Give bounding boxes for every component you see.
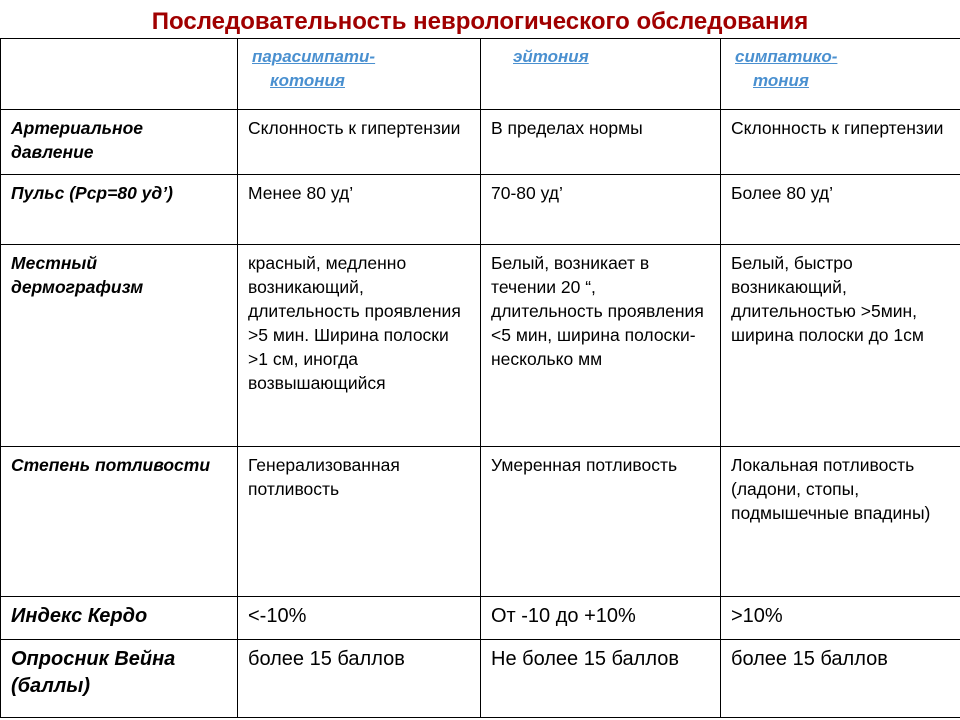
table-cell: Склонность к гипертензии [238, 110, 481, 175]
table-cell: >10% [721, 597, 960, 640]
row-label: Индекс Кердо [1, 597, 238, 640]
header-text: тония [753, 71, 809, 90]
table-cell: Менее 80 уд’ [238, 175, 481, 245]
table-row [1, 640, 960, 718]
table-cell: Белый, возникает в течении 20 “, длительность проявления <5 мин, ширина полоски- несколько мм [481, 245, 721, 447]
table-row [1, 245, 960, 447]
header-text: эйтония [513, 47, 589, 66]
table-cell: Умеренная потливость [481, 447, 721, 597]
row-label: Пульс (Рср=80 уд’) [1, 175, 238, 245]
table-cell: В пределах нормы [481, 110, 721, 175]
table-cell: Генерализованная потливость [238, 447, 481, 597]
header-row [1, 39, 960, 110]
header-text: симпатико- [735, 47, 838, 66]
table-row [1, 175, 960, 245]
header-parasympathicotonia [238, 39, 481, 110]
header-text: парасимпати- [252, 47, 376, 66]
table-cell: Локальная потливость (ладони, стопы, подмышечные впадины) [721, 447, 960, 597]
table-row [1, 447, 960, 597]
table-row [1, 597, 960, 640]
comparison-table [0, 38, 960, 718]
header-text: котония [270, 71, 345, 90]
row-label: Местный дермографизм [1, 245, 238, 447]
table-cell: более 15 баллов [238, 640, 481, 718]
row-label: Степень потливости [1, 447, 238, 597]
table-cell: Склонность к гипертензии [721, 110, 960, 175]
table-cell: Белый, быстро возникающий, длительностью >5мин, ширина полоски до 1см [721, 245, 960, 447]
table-cell: 70-80 уд’ [481, 175, 721, 245]
header-sympathicotonia [721, 39, 960, 110]
table-cell: <-10% [238, 597, 481, 640]
row-label: Опросник Вейна (баллы) [1, 640, 238, 718]
table-cell: Более 80 уд’ [721, 175, 960, 245]
table-cell: От -10 до +10% [481, 597, 721, 640]
header-eutonia [481, 39, 721, 110]
table-row [1, 110, 960, 175]
table-cell: Не более 15 баллов [481, 640, 721, 718]
empty-header-cell [1, 39, 238, 110]
row-label: Артериальное давление [1, 110, 238, 175]
page-title: Последовательность неврологического обследования [151, 8, 809, 35]
table-cell: красный, медленно возникающий, длительность проявления >5 мин. Ширина полоски >1 см, иногда возвышающийся [238, 245, 481, 447]
table-cell: более 15 баллов [721, 640, 960, 718]
